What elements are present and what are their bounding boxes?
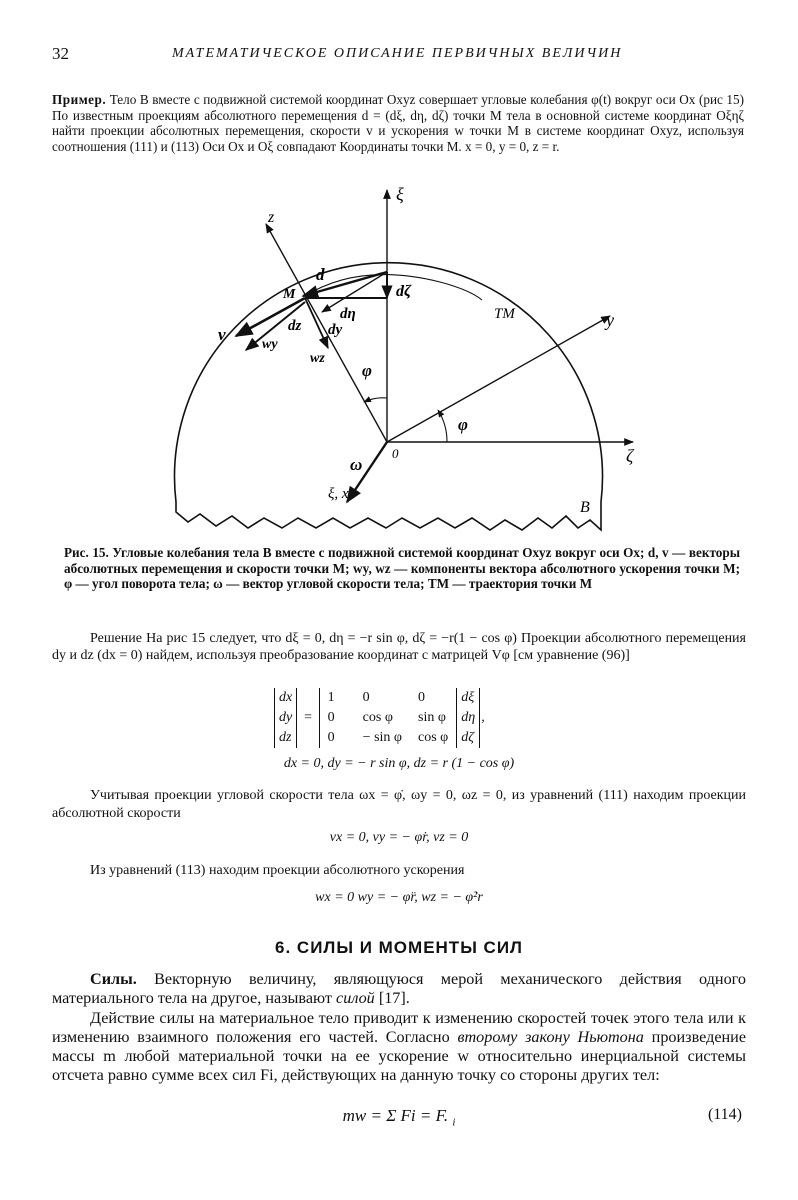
label-phi-top: φ [362, 361, 372, 380]
phi-angle-arc-right [438, 410, 447, 442]
label-z: z [268, 209, 275, 226]
solution-intro: Решение На рис 15 следует, что dξ = 0, dη = −r sin φ, dζ = −r(1 − cos φ) Проекции абсолютного перемещения dy и dz (dx = 0) найдем, используя преобразование координат с матрицей Vφ [см уравнение (96)] [52, 631, 746, 663]
label-origin: 0 [392, 446, 399, 461]
matrix-cell: 0 [362, 690, 370, 705]
label-xi-axis: ξ [396, 184, 404, 204]
matrix-rhs-3: dζ [461, 730, 474, 745]
matrix-cell: − sin φ [362, 730, 402, 745]
label-omega: ω [350, 455, 363, 474]
body-b-outline [174, 263, 602, 530]
label-b: B [580, 499, 590, 516]
label-y: y [606, 310, 614, 330]
label-m: M [283, 287, 296, 302]
newton-formula-text: mw = Σ Fi = F. [342, 1106, 449, 1125]
example-text: Тело B вместе с подвижной системой координат Oxyz совершает угловые колебания φ(t) вокруг оси Ox (рис 15) По известным проекциям абсолютного перемещения d = (dξ, dη, dζ) точки M тела в основной системе координат Oξηζ найти проекции абсолютных перемещения, скорости v и ускорения w точки M в системе координат Oxyz, используя соотношения (111) и (113) Оси Ox и Oξ совпадают Координаты точки M. x = 0, y = 0, z = r. [52, 92, 744, 154]
newton-law: второму закону Ньютона [457, 1028, 644, 1046]
matrix-cell: 0 [418, 690, 425, 705]
matrix-lhs-1: dx [279, 690, 293, 705]
accel-result: wx = 0 wy = − φ̈r, wz = − φ̇²r [315, 890, 483, 905]
matrix-cell: cos φ [418, 730, 449, 745]
forces-term: Силы. [90, 970, 137, 988]
matrix-cell: 1 [327, 690, 335, 705]
section-title: 6. СИЛЫ И МОМЕНТЫ СИЛ [275, 938, 523, 957]
solution-block [52, 630, 746, 664]
matrix-lhs-2: dy [279, 710, 293, 725]
forces-text: Векторную величину, являющуюся мерой механического действия одного материального тела на другое, называют [52, 970, 747, 1007]
figure-caption: Рис. 15. Угловые колебания тела B вместе с подвижной системой координат Oxyz вокруг оси Ox; d, v — векторы абсолютных перемещения и скорости точки M; wy, wz — компоненты вектора абсолютного ускорения точки M; φ — угол поворота тела; ω — вектор угловой скорости тела; TM — траектория точки M [64, 545, 740, 591]
velocity-intro [52, 787, 746, 823]
label-d-y: dy [328, 322, 343, 338]
matrix-cell: cos φ [362, 710, 393, 725]
displacement-result: dx = 0, dy = − r sin φ, dz = r (1 − cos φ) [283, 756, 515, 771]
formula-sum-index: i [452, 1116, 456, 1129]
equation-number: (114) [707, 1106, 742, 1123]
label-eta-axis: ζ [626, 446, 634, 466]
matrix-cell: 0 [327, 730, 335, 745]
accel-intro [52, 862, 746, 880]
matrix-cell: sin φ [418, 710, 446, 725]
matrix-lhs-3: dz [279, 730, 292, 745]
w-z-vector [305, 298, 328, 348]
label-tm: TM [494, 306, 515, 322]
y-axis [387, 316, 610, 442]
page-number: 32 [52, 44, 69, 63]
label-w-y: wy [262, 337, 278, 352]
label-phi-right: φ [458, 415, 468, 434]
newton-text-a: Действие силы на материальное тело приводит к изменению скоростей точек этого тела или к изменению взаимного положения его частей. Согласно [52, 1009, 746, 1046]
forces-paragraph [52, 970, 746, 1008]
label-d-zeta: dζ [396, 283, 412, 300]
label-xi-x: ξ, x [328, 486, 349, 502]
phi-angle-arc-top [364, 398, 387, 402]
running-title: МАТЕМАТИЧЕСКОЕ ОПИСАНИЕ ПЕРВИЧНЫХ ВЕЛИЧИН [172, 46, 623, 61]
forces-italic: силой [336, 989, 375, 1007]
example-label: Пример. [52, 92, 107, 107]
accel-intro-text: Из уравнений (113) находим проекции абсолютного ускорения [90, 863, 465, 878]
transform-matrix: dx dy dz = 1 0 0 0 cos φ sin φ 0 − sin φ cos φ dξ dη dζ , [274, 688, 486, 748]
label-w-z: wz [310, 351, 325, 366]
figure-15 [0, 180, 798, 540]
z-axis [266, 224, 387, 442]
newton-text-b: произведение массы m любой материальной точки на ее ускорение w относительно инерциальной системы отсчета равно сумме всех сил Fi, действующих на данную точку со стороны других тел: [52, 1028, 747, 1084]
matrix-rhs-1: dξ [461, 690, 475, 705]
example-paragraph [52, 92, 744, 154]
label-d: d [316, 265, 325, 284]
matrix-cell: 0 [327, 710, 335, 725]
label-d-z: dz [288, 318, 302, 334]
label-d-eta: dη [340, 306, 356, 322]
newton-paragraph [52, 1009, 746, 1085]
forces-ref: [17]. [378, 989, 410, 1007]
velocity-result: vx = 0, vy = − φ̇r, vz = 0 [329, 830, 469, 845]
label-v: v [218, 325, 226, 344]
newton-formula [0, 1106, 798, 1128]
velocity-intro-text: Учитывая проекции угловой скорости тела ωx = φ̇, ωy = 0, ωz = 0, из уравнений (111) находим проекции абсолютной скорости [52, 788, 746, 821]
matrix-rhs-2: dη [461, 710, 476, 725]
